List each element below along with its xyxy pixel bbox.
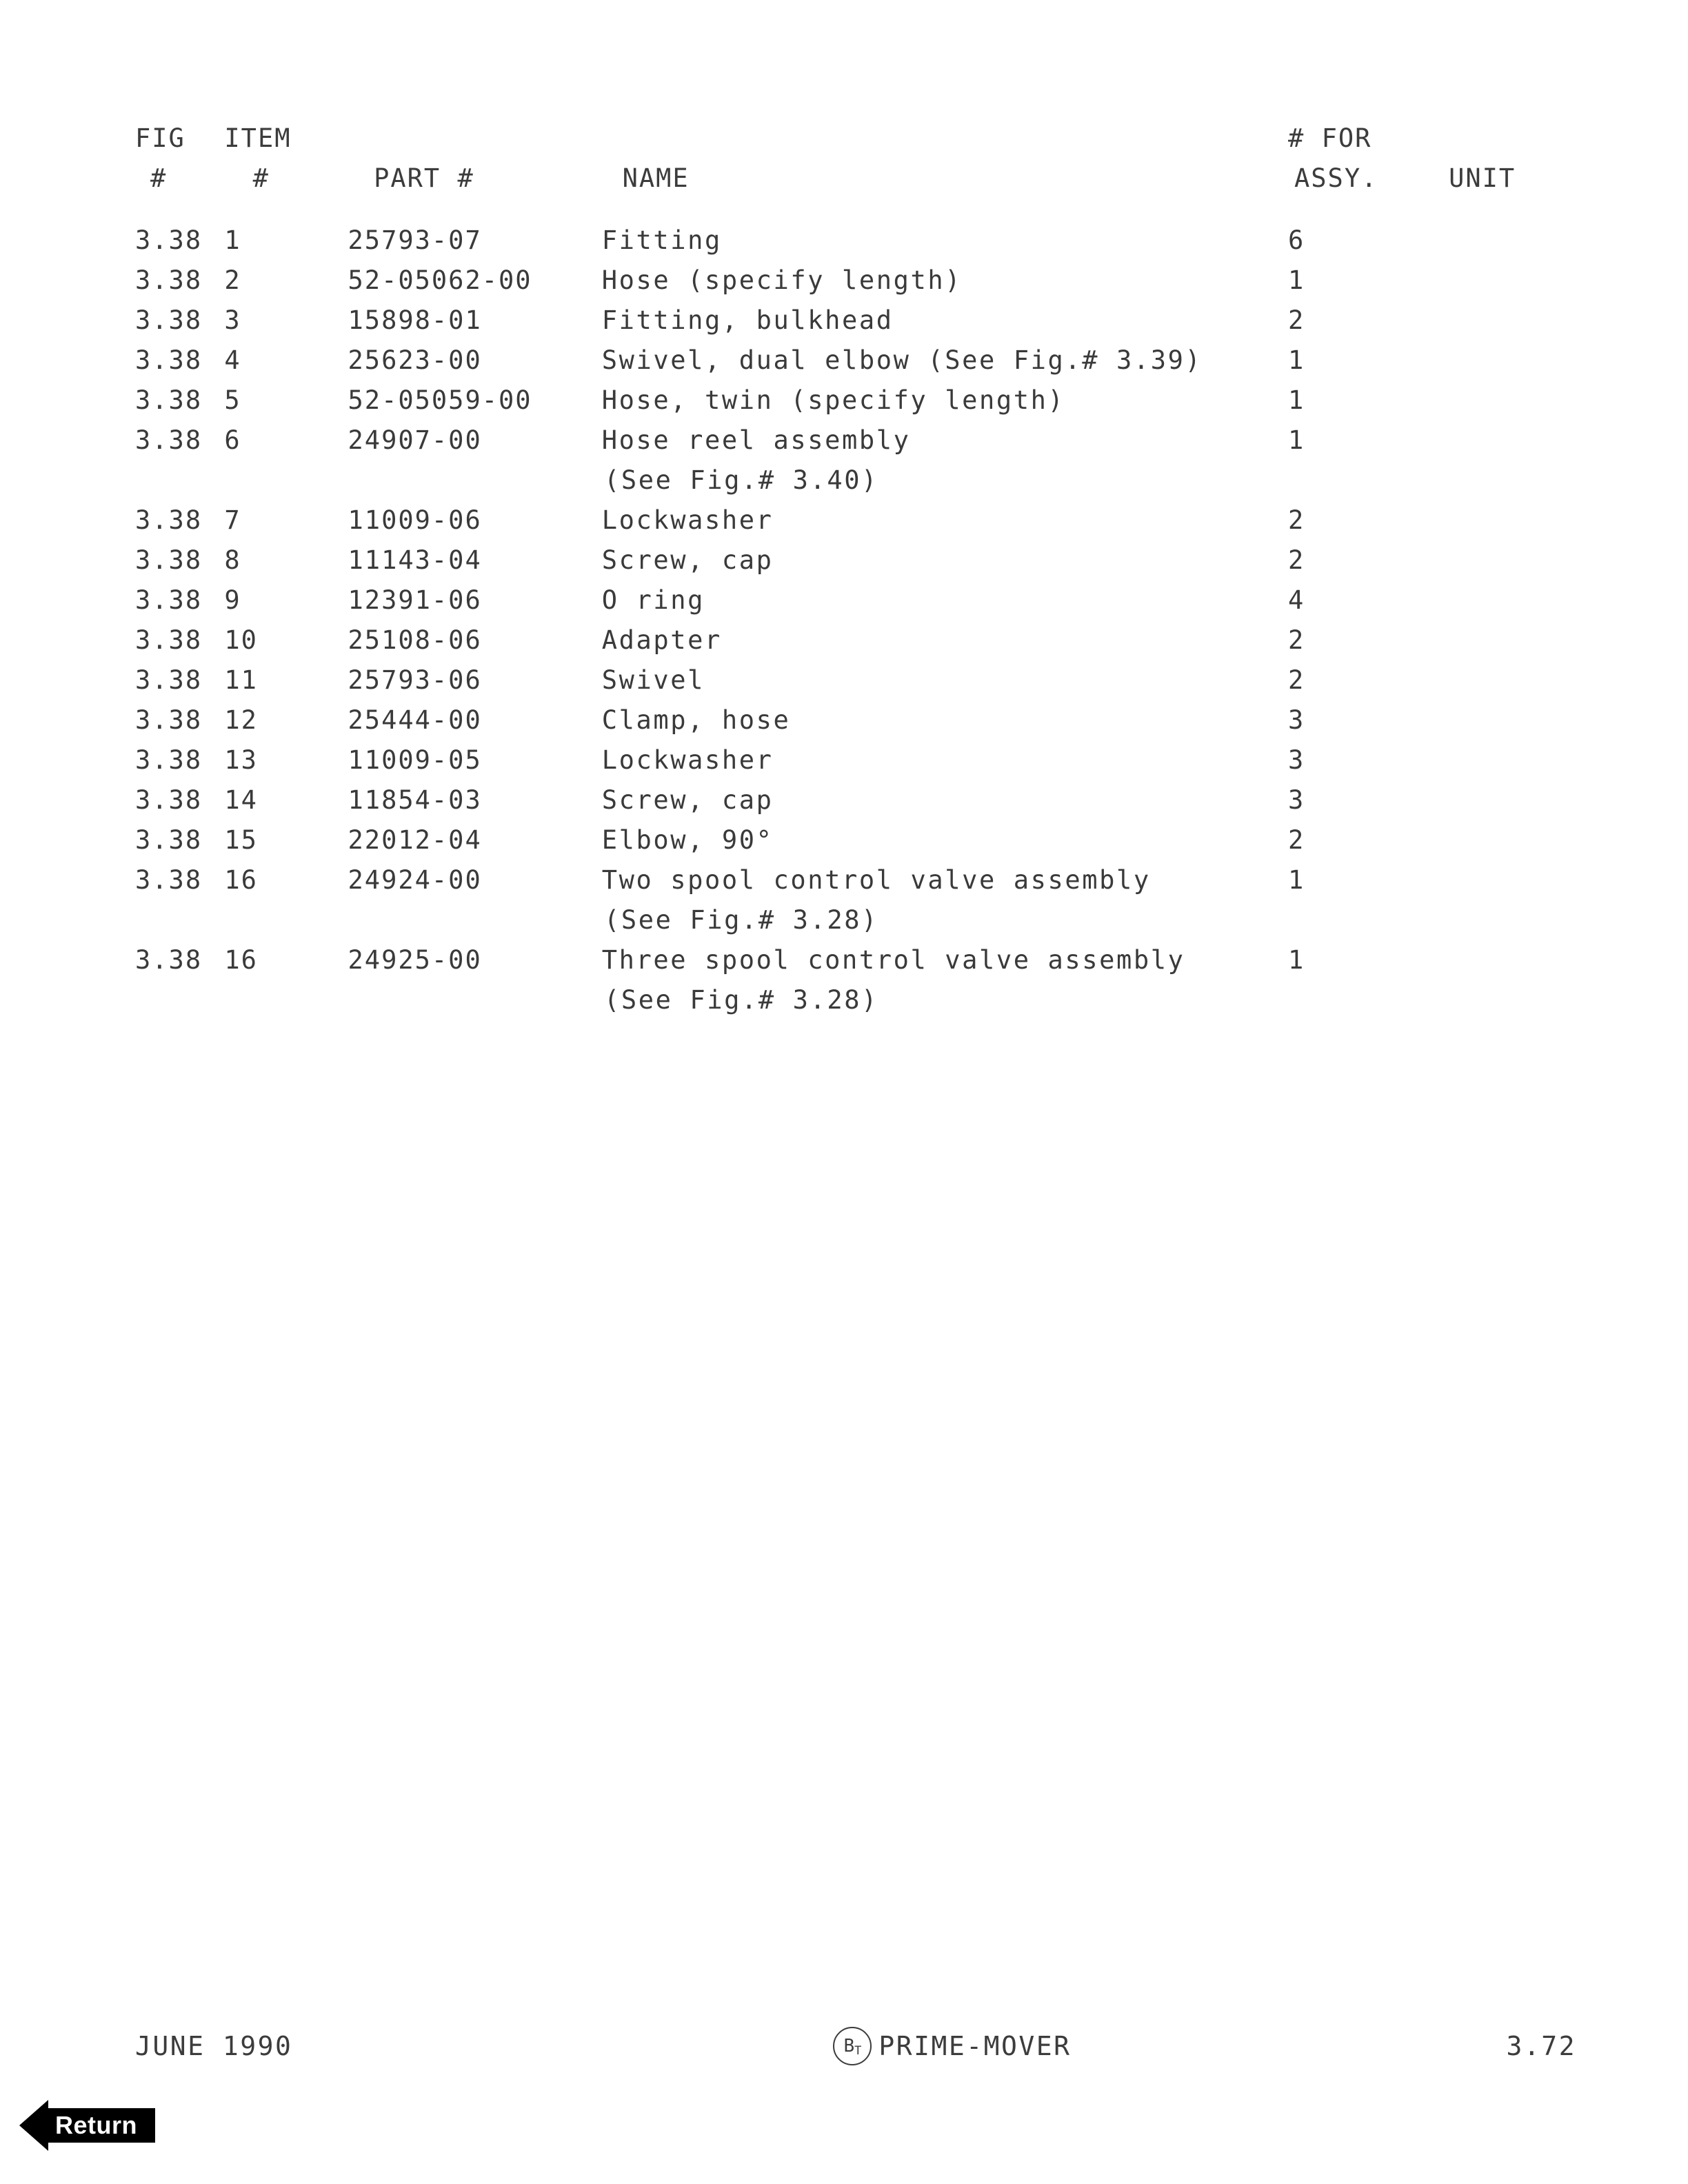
footer-brand: PRIME-MOVER — [878, 2031, 1072, 2061]
table-row — [135, 940, 1583, 980]
cell-fig: 3.38 — [135, 225, 203, 255]
cell-item: 9 — [224, 585, 241, 615]
cell-part: 25793-07 — [348, 225, 482, 255]
page-footer — [135, 2027, 1576, 2065]
table-header-row-2 — [135, 159, 1583, 199]
table-row-continuation — [135, 980, 1583, 1020]
continuation-indent — [135, 900, 604, 940]
bt-logo-main: B — [843, 2036, 855, 2056]
cell-name-continued: (See Fig.# 3.28) — [604, 985, 879, 1015]
cell-assy: 2 — [1288, 625, 1305, 655]
cell-item: 3 — [224, 305, 241, 335]
cell-item: 16 — [224, 945, 258, 975]
cell-fig: 3.38 — [135, 625, 203, 655]
cell-fig: 3.38 — [135, 505, 203, 535]
table-row — [135, 860, 1583, 900]
table-row — [135, 700, 1583, 740]
cell-fig: 3.38 — [135, 825, 203, 855]
header-part-num: PART # — [374, 163, 474, 193]
cell-item: 7 — [224, 505, 241, 535]
cell-name: O ring — [601, 585, 705, 615]
cell-item: 5 — [224, 385, 241, 415]
parts-list-table — [135, 119, 1583, 1020]
cell-item: 1 — [224, 225, 241, 255]
cell-item: 15 — [224, 825, 258, 855]
cell-name-continued: (See Fig.# 3.40) — [604, 465, 879, 495]
table-row — [135, 421, 1583, 461]
table-row — [135, 740, 1583, 780]
cell-fig: 3.38 — [135, 705, 203, 735]
table-row — [135, 381, 1583, 421]
cell-name: Hose (specify length) — [601, 265, 963, 295]
left-arrow-icon — [19, 2100, 48, 2151]
cell-part: 11009-06 — [348, 505, 482, 535]
cell-assy: 1 — [1288, 345, 1305, 375]
cell-name: Lockwasher — [601, 745, 774, 775]
cell-part: 25444-00 — [348, 705, 482, 735]
table-row — [135, 620, 1583, 660]
cell-name: Three spool control valve assembly — [601, 945, 1185, 975]
cell-name: Hose, twin (specify length) — [601, 385, 1065, 415]
cell-assy: 1 — [1288, 385, 1305, 415]
cell-name: Two spool control valve assembly — [601, 865, 1151, 895]
cell-assy: 3 — [1288, 745, 1305, 775]
table-body — [135, 221, 1583, 1020]
footer-date: JUNE 1990 — [135, 2031, 293, 2061]
header-forassy-label: # FOR — [1288, 123, 1372, 153]
cell-item: 2 — [224, 265, 241, 295]
cell-name: Screw, cap — [601, 785, 774, 815]
cell-item: 16 — [224, 865, 258, 895]
cell-assy: 1 — [1288, 865, 1305, 895]
cell-item: 4 — [224, 345, 241, 375]
table-row — [135, 501, 1583, 540]
cell-part: 52-05059-00 — [348, 385, 532, 415]
cell-part: 24924-00 — [348, 865, 482, 895]
cell-name: Lockwasher — [601, 505, 774, 535]
cell-item: 13 — [224, 745, 258, 775]
cell-assy: 4 — [1288, 585, 1305, 615]
footer-brand-group — [576, 2027, 1328, 2065]
cell-fig: 3.38 — [135, 265, 203, 295]
table-row — [135, 540, 1583, 580]
cell-assy: 1 — [1288, 945, 1305, 975]
cell-item: 11 — [224, 665, 258, 695]
cell-part: 52-05062-00 — [348, 265, 532, 295]
header-unit: UNIT — [1449, 163, 1516, 193]
cell-name: Fitting — [601, 225, 722, 255]
cell-fig: 3.38 — [135, 785, 203, 815]
cell-name: Swivel — [601, 665, 705, 695]
cell-part: 25623-00 — [348, 345, 482, 375]
cell-fig: 3.38 — [135, 745, 203, 775]
table-row-continuation — [135, 900, 1583, 940]
cell-part: 11143-04 — [348, 545, 482, 575]
table-header-row-1 — [135, 119, 1583, 159]
table-row — [135, 780, 1583, 820]
header-fig-hash: # — [150, 163, 168, 193]
return-button-label: Return — [48, 2108, 155, 2143]
continuation-indent — [135, 461, 604, 501]
cell-fig: 3.38 — [135, 385, 203, 415]
header-name: NAME — [622, 163, 690, 193]
cell-fig: 3.38 — [135, 345, 203, 375]
table-row — [135, 341, 1583, 381]
cell-part: 12391-06 — [348, 585, 482, 615]
cell-fig: 3.38 — [135, 945, 203, 975]
cell-part: 11009-05 — [348, 745, 482, 775]
cell-item: 10 — [224, 625, 258, 655]
table-row — [135, 221, 1583, 261]
cell-fig: 3.38 — [135, 665, 203, 695]
table-row — [135, 301, 1583, 341]
cell-part: 11854-03 — [348, 785, 482, 815]
cell-fig: 3.38 — [135, 545, 203, 575]
cell-fig: 3.38 — [135, 585, 203, 615]
cell-assy: 3 — [1288, 785, 1305, 815]
table-row — [135, 580, 1583, 620]
cell-item: 8 — [224, 545, 241, 575]
cell-part: 25793-06 — [348, 665, 482, 695]
cell-part: 15898-01 — [348, 305, 482, 335]
cell-part: 22012-04 — [348, 825, 482, 855]
cell-fig: 3.38 — [135, 305, 203, 335]
cell-part: 25108-06 — [348, 625, 482, 655]
cell-part: 24925-00 — [348, 945, 482, 975]
table-row-continuation — [135, 461, 1583, 501]
cell-name: Hose reel assembly — [601, 425, 911, 455]
header-body-gap — [135, 199, 1583, 210]
return-button[interactable] — [19, 2100, 240, 2151]
cell-assy: 1 — [1288, 265, 1305, 295]
cell-assy: 2 — [1288, 825, 1305, 855]
cell-assy: 3 — [1288, 705, 1305, 735]
header-item-label: ITEM — [224, 123, 292, 153]
cell-item: 12 — [224, 705, 258, 735]
header-body-gap-2 — [135, 210, 1583, 221]
cell-name: Clamp, hose — [601, 705, 791, 735]
header-assy: ASSY. — [1294, 163, 1378, 193]
footer-page-number: 3.72 — [1506, 2031, 1576, 2061]
bt-logo-icon — [833, 2027, 872, 2065]
cell-assy: 2 — [1288, 305, 1305, 335]
cell-name: Adapter — [601, 625, 722, 655]
cell-name: Swivel, dual elbow (See Fig.# 3.39) — [601, 345, 1203, 375]
table-row — [135, 261, 1583, 301]
cell-assy: 2 — [1288, 665, 1305, 695]
bt-logo-sub: T — [854, 2044, 862, 2058]
cell-assy: 6 — [1288, 225, 1305, 255]
table-row — [135, 820, 1583, 860]
cell-name: Fitting, bulkhead — [601, 305, 894, 335]
table-row — [135, 660, 1583, 700]
cell-fig: 3.38 — [135, 425, 203, 455]
cell-name-continued: (See Fig.# 3.28) — [604, 905, 879, 935]
header-item-hash: # — [252, 163, 270, 193]
cell-part: 24907-00 — [348, 425, 482, 455]
continuation-indent — [135, 980, 604, 1020]
cell-name: Screw, cap — [601, 545, 774, 575]
cell-assy: 2 — [1288, 505, 1305, 535]
cell-name: Elbow, 90° — [601, 825, 774, 855]
cell-fig: 3.38 — [135, 865, 203, 895]
header-fig-label: FIG — [135, 123, 185, 153]
cell-assy: 2 — [1288, 545, 1305, 575]
cell-assy: 1 — [1288, 425, 1305, 455]
cell-item: 6 — [224, 425, 241, 455]
cell-item: 14 — [224, 785, 258, 815]
